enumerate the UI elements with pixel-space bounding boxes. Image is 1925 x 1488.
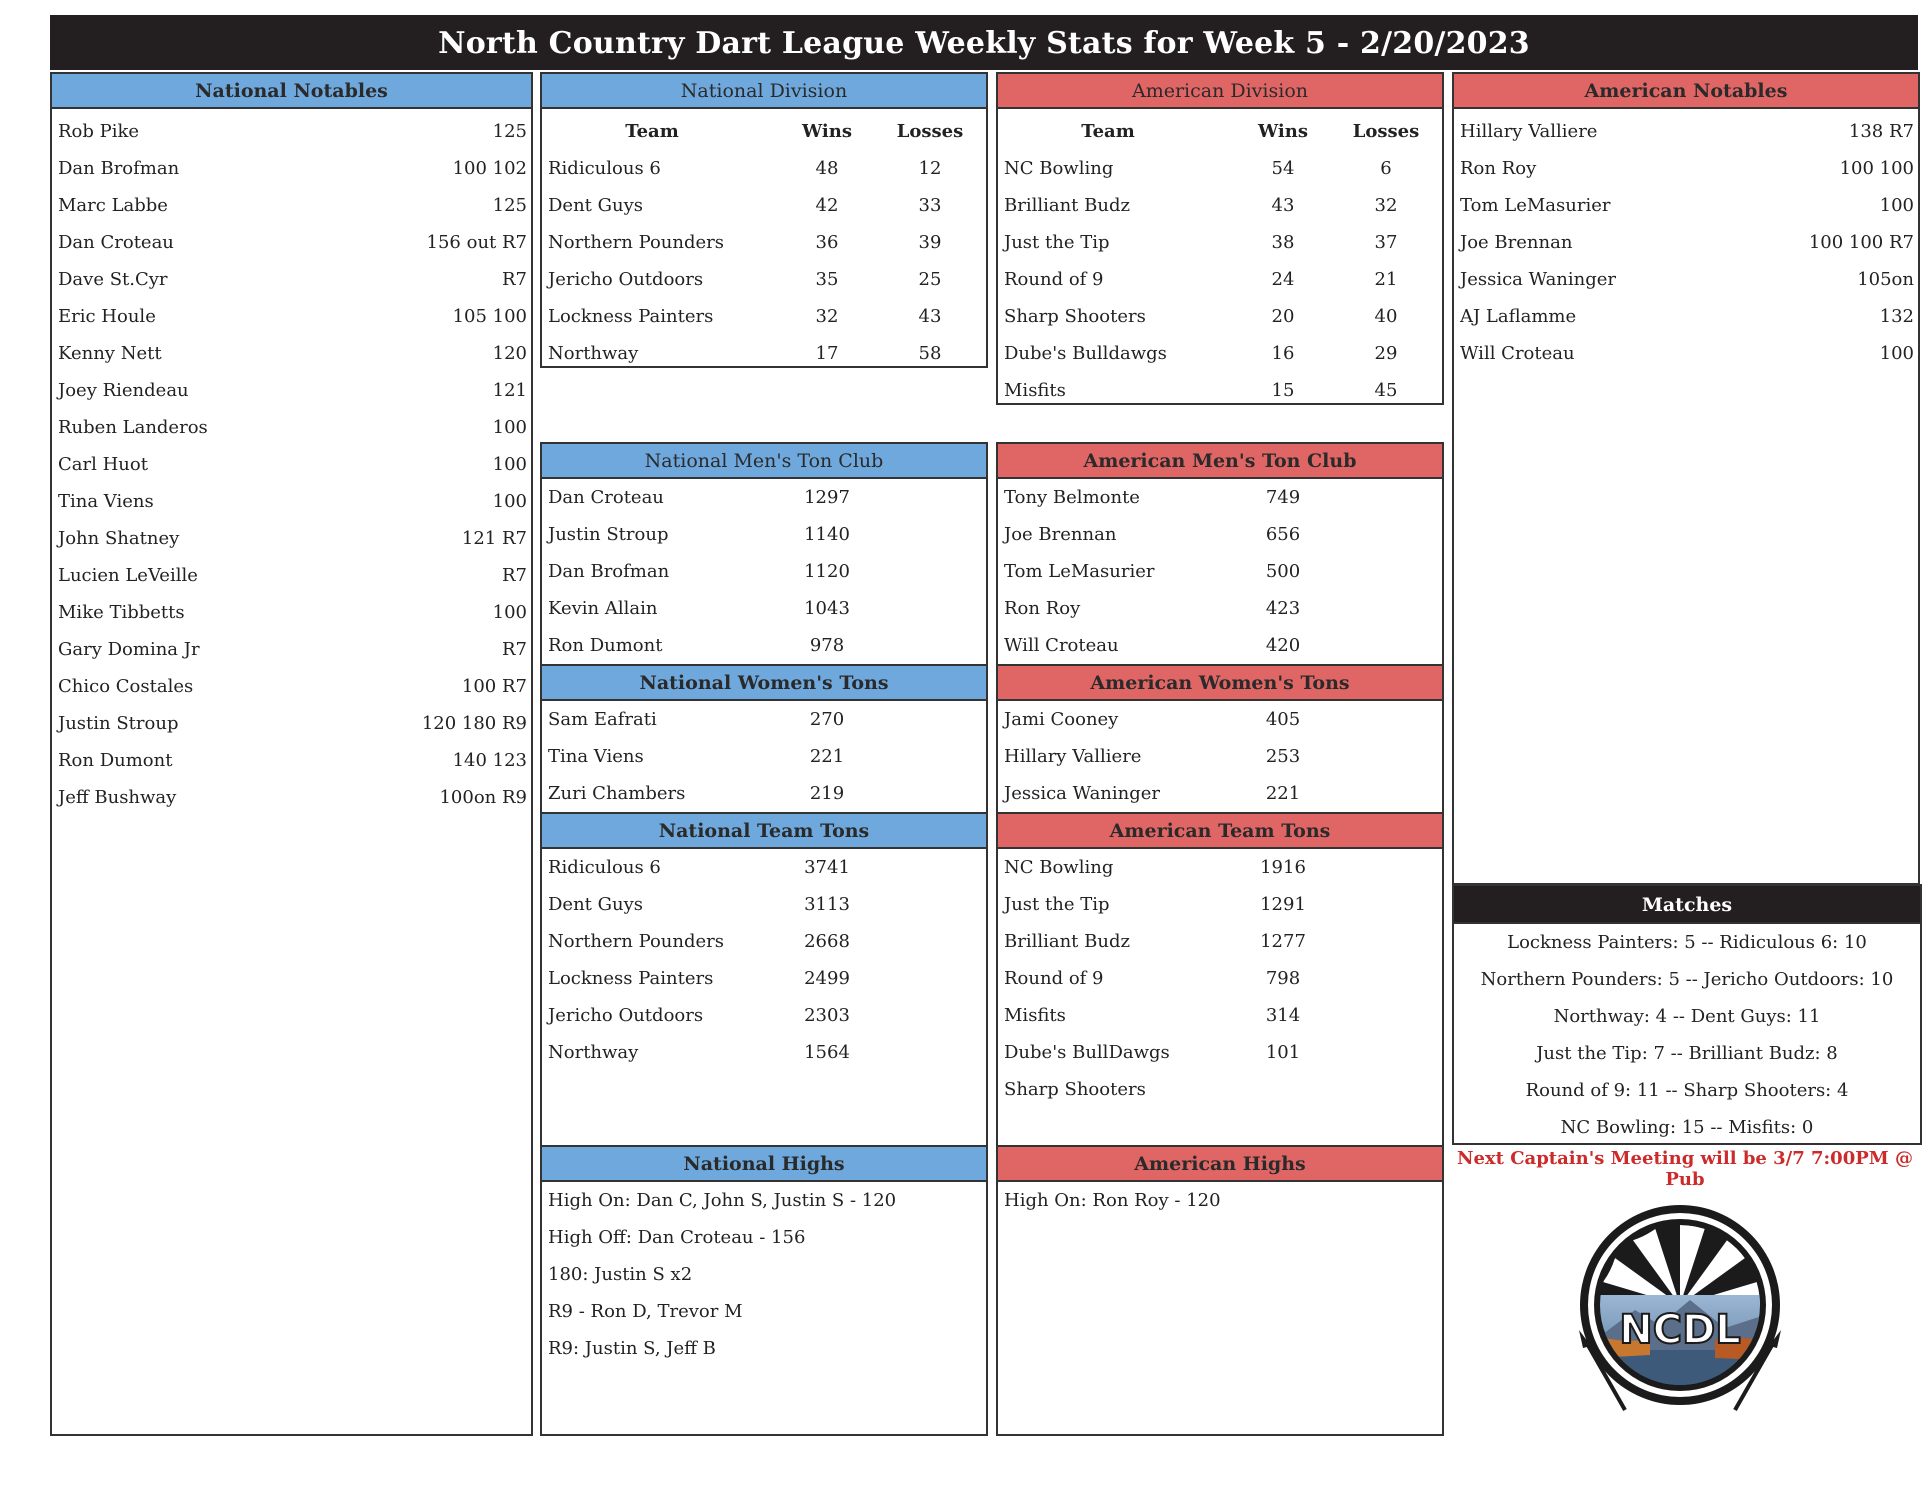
- player-notable: 138 R7: [1848, 121, 1914, 142]
- list-item: [542, 886, 986, 923]
- list-item: [52, 557, 531, 594]
- ton-count: 1297: [804, 487, 850, 508]
- player-notable: 125: [492, 195, 527, 216]
- high-entry: R9 - Ron D, Trevor M: [548, 1301, 743, 1322]
- player-name: Marc Labbe: [58, 195, 168, 216]
- player-notable: 120: [492, 343, 527, 364]
- list-item: [542, 997, 986, 1034]
- player-name: Ron Roy: [1004, 598, 1081, 619]
- team-losses: 33: [918, 195, 942, 216]
- player-name: Tony Belmonte: [1004, 487, 1140, 508]
- list-item: [52, 483, 531, 520]
- matches-header: Matches: [1454, 886, 1920, 924]
- list-item: [52, 668, 531, 705]
- list-item: [998, 1034, 1442, 1071]
- ton-count: 420: [1265, 635, 1301, 656]
- player-name: Justin Stroup: [548, 524, 669, 545]
- table-header-row: [998, 113, 1442, 150]
- national-team-tons-panel: [540, 812, 988, 1147]
- logo-text: NCDL: [1619, 1307, 1741, 1353]
- list-item: [1454, 187, 1918, 224]
- list-item: [998, 479, 1442, 516]
- page-title: North Country Dart League Weekly Stats for Week 5 - 2/20/2023: [50, 15, 1918, 70]
- player-name: Jeff Bushway: [58, 787, 177, 808]
- team-losses: 58: [918, 343, 942, 364]
- player-notable: 105 100: [452, 306, 527, 327]
- player-notable: 156 out R7: [426, 232, 527, 253]
- team-tons: 1564: [804, 1042, 850, 1063]
- national-division-panel: [540, 72, 988, 368]
- player-notable: R7: [501, 269, 527, 290]
- list-item: [52, 742, 531, 779]
- team-name: Round of 9: [1004, 968, 1104, 989]
- team-tons: 3113: [804, 894, 850, 915]
- list-item: [1454, 150, 1918, 187]
- team-losses: 37: [1374, 232, 1398, 253]
- american-highs-header: American Highs: [998, 1147, 1442, 1182]
- high-entry: 180: Justin S x2: [548, 1264, 693, 1285]
- team-tons: 3741: [804, 857, 850, 878]
- table-row: [998, 261, 1442, 298]
- team-wins: 17: [815, 343, 839, 364]
- american-mens-ton-club-panel: [996, 442, 1444, 666]
- match-result: Northern Pounders: 5 -- Jericho Outdoors: 10: [1480, 969, 1894, 990]
- team-name: Sharp Shooters: [1004, 306, 1146, 327]
- list-item: [52, 520, 531, 557]
- team-losses: 40: [1374, 306, 1398, 327]
- team-wins: 16: [1271, 343, 1295, 364]
- player-name: Ron Dumont: [58, 750, 173, 771]
- national-notables-list: [52, 109, 531, 816]
- list-item: [52, 113, 531, 150]
- player-name: Dan Brofman: [58, 158, 180, 179]
- table-row: [998, 372, 1442, 409]
- high-entry: R9: Justin S, Jeff B: [548, 1338, 716, 1359]
- list-item: [542, 849, 986, 886]
- list-item: [998, 775, 1442, 812]
- team-name: Dube's BullDawgs: [1004, 1042, 1170, 1063]
- american-mens-ton-club-header: American Men's Ton Club: [998, 444, 1442, 479]
- national-mens-ton-club-header: National Men's Ton Club: [542, 444, 986, 479]
- list-item: [998, 997, 1442, 1034]
- ncdl-logo: [1565, 1200, 1795, 1430]
- match-result: Lockness Painters: 5 -- Ridiculous 6: 10: [1507, 932, 1867, 953]
- table-row: [998, 298, 1442, 335]
- ton-count: 1120: [804, 561, 850, 582]
- american-division-header: American Division: [998, 74, 1442, 109]
- player-notable: R7: [501, 639, 527, 660]
- player-name: Will Croteau: [1460, 343, 1575, 364]
- player-name: Ruben Landeros: [58, 417, 208, 438]
- table-row: [542, 150, 986, 187]
- matches-panel: [1452, 884, 1922, 1145]
- list-item: [542, 701, 986, 738]
- team-name: Lockness Painters: [548, 306, 714, 327]
- list-item: [998, 590, 1442, 627]
- player-notable: 105on: [1857, 269, 1914, 290]
- table-header-row: [542, 113, 986, 150]
- player-name: Carl Huot: [58, 454, 148, 475]
- list-item: [542, 960, 986, 997]
- table-row: [542, 335, 986, 372]
- team-name: Misfits: [1004, 1005, 1066, 1026]
- list-item: [542, 1293, 986, 1330]
- player-name: Gary Domina Jr: [58, 639, 200, 660]
- player-name: Dan Croteau: [548, 487, 664, 508]
- team-losses: 45: [1374, 380, 1398, 401]
- ton-count: 221: [809, 746, 845, 767]
- team-name: Jericho Outdoors: [548, 269, 704, 290]
- team-wins: 36: [815, 232, 839, 253]
- player-name: Dave St.Cyr: [58, 269, 168, 290]
- player-name: Sam Eafrati: [548, 709, 657, 730]
- player-notable: 125: [492, 121, 527, 142]
- team-wins: 20: [1271, 306, 1295, 327]
- high-entry: High On: Ron Roy - 120: [1004, 1190, 1221, 1211]
- ton-count: 423: [1265, 598, 1301, 619]
- player-notable: 100: [492, 417, 527, 438]
- national-highs-panel: [540, 1145, 988, 1436]
- player-name: Will Croteau: [1004, 635, 1119, 656]
- team-name: Misfits: [1004, 380, 1066, 401]
- american-notables-header: American Notables: [1454, 74, 1918, 109]
- high-entry: High Off: Dan Croteau - 156: [548, 1227, 806, 1248]
- list-item: [998, 738, 1442, 775]
- team-tons: 2303: [804, 1005, 850, 1026]
- list-item: [998, 1071, 1442, 1108]
- table-row: [998, 335, 1442, 372]
- american-team-tons-panel: [996, 812, 1444, 1147]
- list-item: [542, 923, 986, 960]
- national-team-tons-header: National Team Tons: [542, 814, 986, 849]
- player-notable: 121 R7: [461, 528, 527, 549]
- list-item: [998, 516, 1442, 553]
- player-notable: R7: [501, 565, 527, 586]
- table-row: [998, 224, 1442, 261]
- list-item: [542, 1219, 986, 1256]
- column-header-losses: Losses: [896, 121, 964, 142]
- team-wins: 35: [815, 269, 839, 290]
- team-losses: 43: [918, 306, 942, 327]
- list-item: [1454, 298, 1918, 335]
- ton-count: 219: [809, 783, 845, 804]
- national-womens-tons-header: National Women's Tons: [542, 666, 986, 701]
- ton-count: 405: [1265, 709, 1301, 730]
- team-tons: 1277: [1260, 931, 1306, 952]
- ton-count: 1043: [804, 598, 850, 619]
- ton-count: 221: [1265, 783, 1301, 804]
- team-name: Just the Tip: [1004, 232, 1110, 253]
- column-header-team: Team: [625, 121, 679, 142]
- match-result: Just the Tip: 7 -- Brilliant Budz: 8: [1536, 1043, 1838, 1064]
- list-item: [542, 1034, 986, 1071]
- national-womens-tons-panel: [540, 664, 988, 814]
- table-row: [542, 187, 986, 224]
- player-notable: 132: [1879, 306, 1914, 327]
- player-name: Rob Pike: [58, 121, 140, 142]
- national-mens-ton-club-panel: [540, 442, 988, 666]
- team-wins: 24: [1271, 269, 1295, 290]
- team-losses: 29: [1374, 343, 1398, 364]
- list-item: [542, 1182, 986, 1219]
- player-name: Kevin Allain: [548, 598, 658, 619]
- list-item: [998, 886, 1442, 923]
- national-highs-header: National Highs: [542, 1147, 986, 1182]
- player-notable: 100 100 R7: [1808, 232, 1914, 253]
- player-notable: 100: [1879, 195, 1914, 216]
- list-item: [998, 553, 1442, 590]
- table-row: [998, 150, 1442, 187]
- national-notables-header: National Notables: [52, 74, 531, 109]
- player-notable: 121: [492, 380, 527, 401]
- team-tons: 2499: [804, 968, 850, 989]
- team-wins: 32: [815, 306, 839, 327]
- team-tons: 314: [1265, 1005, 1301, 1026]
- team-name: Dent Guys: [548, 195, 644, 216]
- list-item: [542, 516, 986, 553]
- list-item: [1454, 261, 1918, 298]
- list-item: [52, 224, 531, 261]
- team-name: Dent Guys: [548, 894, 644, 915]
- player-name: Jessica Waninger: [1004, 783, 1161, 804]
- team-losses: 6: [1380, 158, 1392, 179]
- list-item: [542, 479, 986, 516]
- list-item: [542, 627, 986, 664]
- national-division-header: National Division: [542, 74, 986, 109]
- ton-count: 978: [809, 635, 845, 656]
- player-name: Chico Costales: [58, 676, 194, 697]
- player-name: Joe Brennan: [1004, 524, 1117, 545]
- team-name: Round of 9: [1004, 269, 1104, 290]
- column-header-wins: Wins: [802, 121, 852, 142]
- table-row: [542, 261, 986, 298]
- team-name: Ridiculous 6: [548, 857, 661, 878]
- team-wins: 42: [815, 195, 839, 216]
- list-item: [52, 261, 531, 298]
- match-result: NC Bowling: 15 -- Misfits: 0: [1560, 1117, 1814, 1138]
- column-header-wins: Wins: [1258, 121, 1308, 142]
- ton-count: 749: [1265, 487, 1301, 508]
- table-row: [542, 224, 986, 261]
- list-item: [52, 631, 531, 668]
- list-item: [998, 923, 1442, 960]
- list-item: [998, 701, 1442, 738]
- player-name: Jami Cooney: [1004, 709, 1119, 730]
- list-item: [998, 849, 1442, 886]
- player-name: Dan Croteau: [58, 232, 174, 253]
- team-tons: 1916: [1260, 857, 1306, 878]
- list-item: [998, 960, 1442, 997]
- player-name: Hillary Valliere: [1460, 121, 1598, 142]
- team-name: Northway: [548, 343, 639, 364]
- high-entry: High On: Dan C, John S, Justin S - 120: [548, 1190, 897, 1211]
- list-item: [1454, 224, 1918, 261]
- player-name: Mike Tibbetts: [58, 602, 185, 623]
- player-name: Jessica Waninger: [1460, 269, 1617, 290]
- column-header-team: Team: [1081, 121, 1135, 142]
- team-losses: 21: [1374, 269, 1398, 290]
- player-notable: 140 123: [452, 750, 527, 771]
- team-losses: 32: [1374, 195, 1398, 216]
- list-item: [52, 446, 531, 483]
- american-notables-panel: [1452, 72, 1920, 885]
- column-header-losses: Losses: [1352, 121, 1420, 142]
- player-name: Tom LeMasurier: [1460, 195, 1611, 216]
- player-name: Hillary Valliere: [1004, 746, 1142, 767]
- team-wins: 38: [1271, 232, 1295, 253]
- player-name: Dan Brofman: [548, 561, 670, 582]
- player-name: Justin Stroup: [58, 713, 179, 734]
- list-item: [52, 187, 531, 224]
- ton-count: 500: [1265, 561, 1301, 582]
- team-name: Northern Pounders: [548, 232, 725, 253]
- player-name: Kenny Nett: [58, 343, 162, 364]
- team-wins: 15: [1271, 380, 1295, 401]
- american-team-tons-header: American Team Tons: [998, 814, 1442, 849]
- team-name: Lockness Painters: [548, 968, 714, 989]
- player-name: Tina Viens: [58, 491, 154, 512]
- ton-count: 253: [1265, 746, 1301, 767]
- table-row: [998, 187, 1442, 224]
- ton-count: 1140: [804, 524, 850, 545]
- player-notable: 100: [492, 454, 527, 475]
- match-result: Northway: 4 -- Dent Guys: 11: [1553, 1006, 1821, 1027]
- list-item: [542, 775, 986, 812]
- team-losses: 39: [918, 232, 942, 253]
- list-item: [998, 627, 1442, 664]
- match-result: Round of 9: 11 -- Sharp Shooters: 4: [1525, 1080, 1849, 1101]
- player-name: Tom LeMasurier: [1004, 561, 1155, 582]
- team-losses: 12: [918, 158, 942, 179]
- player-notable: 100 R7: [461, 676, 527, 697]
- team-losses: 25: [918, 269, 942, 290]
- team-tons: 101: [1265, 1042, 1301, 1063]
- list-item: [1454, 335, 1918, 372]
- team-wins: 43: [1271, 195, 1295, 216]
- team-name: Northern Pounders: [548, 931, 725, 952]
- list-item: [52, 372, 531, 409]
- list-item: [542, 1256, 986, 1293]
- team-wins: 48: [815, 158, 839, 179]
- team-tons: 798: [1265, 968, 1301, 989]
- list-item: [52, 409, 531, 446]
- list-item: [542, 553, 986, 590]
- player-notable: 100: [1879, 343, 1914, 364]
- list-item: [52, 335, 531, 372]
- player-name: Lucien LeVeille: [58, 565, 198, 586]
- american-highs-panel: [996, 1145, 1444, 1436]
- team-name: Jericho Outdoors: [548, 1005, 704, 1026]
- player-name: Ron Roy: [1460, 158, 1537, 179]
- captains-meeting-note: Next Captain's Meeting will be 3/7 7:00PM @ Pub: [1457, 1148, 1913, 1190]
- player-notable: 100: [492, 491, 527, 512]
- team-name: NC Bowling: [1004, 857, 1114, 878]
- list-item: [1454, 113, 1918, 150]
- player-name: Joey Riendeau: [58, 380, 189, 401]
- list-item: [52, 298, 531, 335]
- ton-count: 656: [1265, 524, 1301, 545]
- team-name: Northway: [548, 1042, 639, 1063]
- team-name: Dube's Bulldawgs: [1004, 343, 1167, 364]
- table-row: [542, 298, 986, 335]
- team-tons: 2668: [804, 931, 850, 952]
- team-wins: 54: [1271, 158, 1295, 179]
- player-notable: 100: [492, 602, 527, 623]
- team-name: Just the Tip: [1004, 894, 1110, 915]
- list-item: [52, 150, 531, 187]
- list-item: [52, 594, 531, 631]
- team-name: Brilliant Budz: [1004, 195, 1130, 216]
- american-division-panel: [996, 72, 1444, 405]
- player-name: Eric Houle: [58, 306, 156, 327]
- list-item: [542, 738, 986, 775]
- team-name: Brilliant Budz: [1004, 931, 1130, 952]
- player-notable: 120 180 R9: [421, 713, 527, 734]
- team-name: Ridiculous 6: [548, 158, 661, 179]
- player-name: Ron Dumont: [548, 635, 663, 656]
- american-womens-tons-panel: [996, 664, 1444, 814]
- ton-count: 270: [809, 709, 845, 730]
- player-name: John Shatney: [58, 528, 180, 549]
- player-notable: 100on R9: [439, 787, 527, 808]
- team-tons: 1291: [1260, 894, 1306, 915]
- player-notable: 100 100: [1839, 158, 1914, 179]
- list-item: [542, 590, 986, 627]
- player-name: Joe Brennan: [1460, 232, 1573, 253]
- player-name: Tina Viens: [548, 746, 644, 767]
- american-womens-tons-header: American Women's Tons: [998, 666, 1442, 701]
- list-item: [52, 779, 531, 816]
- player-name: Zuri Chambers: [548, 783, 686, 804]
- list-item: [998, 1182, 1442, 1219]
- national-notables-panel: [50, 72, 533, 1436]
- player-notable: 100 102: [452, 158, 527, 179]
- list-item: [52, 705, 531, 742]
- team-name: Sharp Shooters: [1004, 1079, 1146, 1100]
- list-item: [542, 1330, 986, 1367]
- player-name: AJ Laflamme: [1460, 306, 1577, 327]
- team-name: NC Bowling: [1004, 158, 1114, 179]
